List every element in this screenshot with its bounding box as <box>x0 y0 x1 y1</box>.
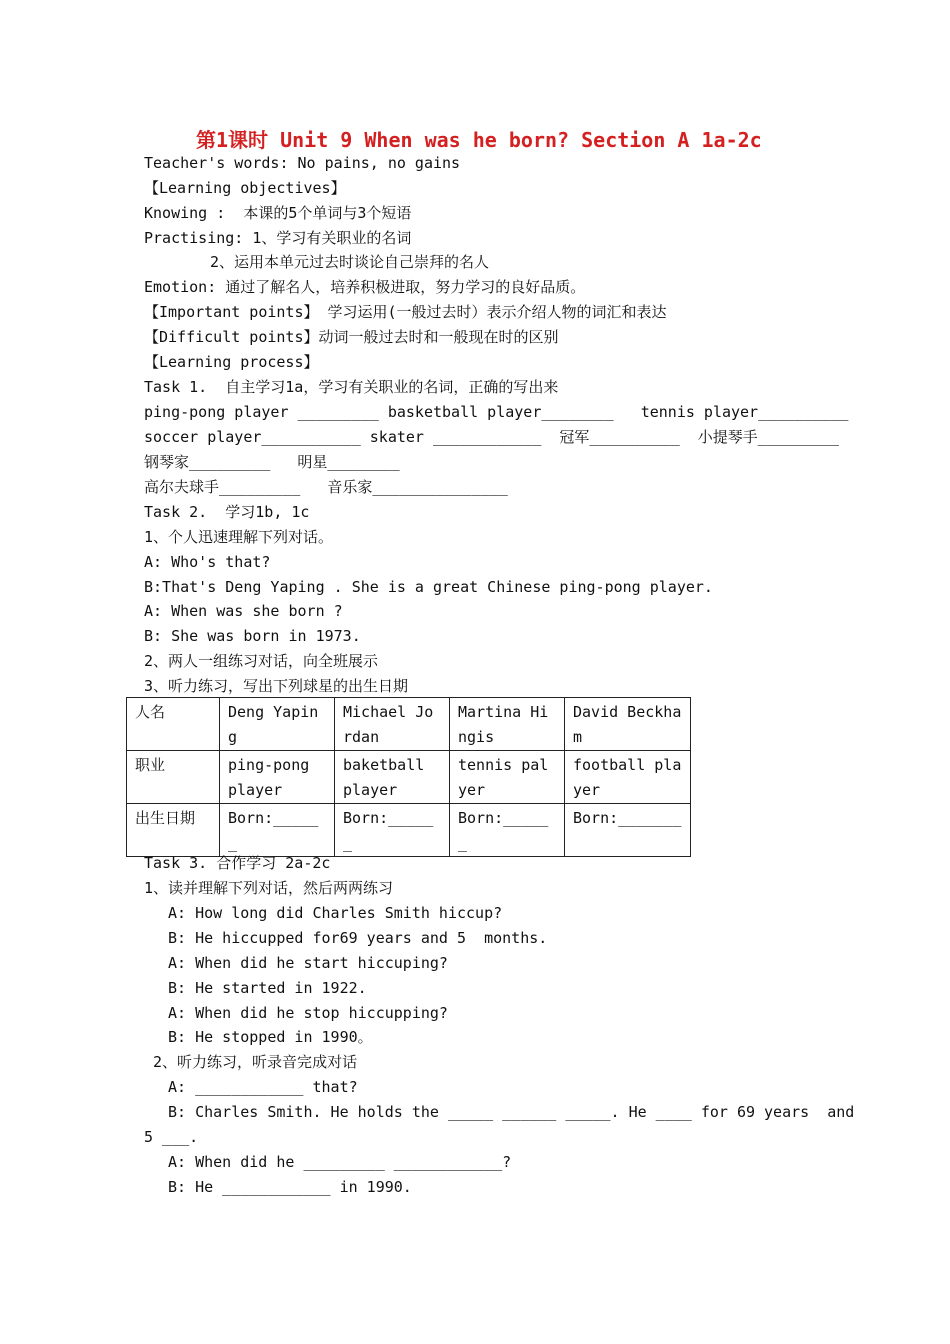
table-row <box>127 698 691 751</box>
process-heading: 【Learning process】 <box>144 353 319 371</box>
table-cell: 出生日期 <box>127 804 220 857</box>
dialogue-line: B: He started in 1922. <box>168 979 367 997</box>
dialogue-line: A: When did he start hiccuping? <box>168 954 448 972</box>
task3-heading: Task 3. 合作学习 2a-2c <box>144 854 331 872</box>
table-cell: tennis palyer <box>450 751 565 804</box>
dialogue-line: B: He stopped in 1990。 <box>168 1028 373 1046</box>
dialogue-line: B: She was born in 1973. <box>144 627 361 645</box>
dialogue-line: A: Who's that? <box>144 553 271 571</box>
fill-line: A: When did he _________ ____________? <box>168 1153 512 1171</box>
fill-line: B: He ____________ in 1990. <box>168 1178 412 1196</box>
teacher-words: Teacher's words: No pains, no gains <box>144 154 461 172</box>
table-cell: Born:______ <box>450 804 565 857</box>
table-cell: 人名 <box>127 698 220 751</box>
vocab-line-1: ping-pong player _________ basketball player________ tennis player__________ <box>144 403 849 421</box>
fill-line: A: ____________ that? <box>168 1078 358 1096</box>
dialogue-line: B:That's Deng Yaping . She is a great Chinese ping-pong player. <box>144 578 713 596</box>
vocab-line-4: 高尔夫球手_________ 音乐家_______________ <box>144 478 508 496</box>
table-row <box>127 804 691 857</box>
dialogue-line: A: How long did Charles Smith hiccup? <box>168 904 503 922</box>
practising-line-2: 2、运用本单元过去时谈论自己崇拜的名人 <box>210 253 490 271</box>
page-title: 第1课时 Unit 9 When was he born? Section A 1a-2c <box>196 128 762 152</box>
dialogue-line: B: He hiccupped for69 years and 5 months. <box>168 929 548 947</box>
birth-date-table <box>126 697 691 857</box>
table-cell: 职业 <box>127 751 220 804</box>
important-points: 【Important points】 学习运用(一般过去时）表示介绍人物的词汇和表达 <box>144 303 667 321</box>
practising-line-1: Practising: 1、学习有关职业的名词 <box>144 229 412 247</box>
fill-line: B: Charles Smith. He holds the _____ ______ _____. He ____ for 69 years and <box>168 1103 855 1121</box>
dialogue-line: A: When did he stop hiccupping? <box>168 1004 448 1022</box>
table-cell: ping-pong player <box>220 751 335 804</box>
difficult-points: 【Difficult points】动词一般过去时和一般现在时的区别 <box>144 328 559 346</box>
table-cell: Born:______ <box>335 804 450 857</box>
knowing-line: Knowing : 本课的5个单词与3个短语 <box>144 204 412 222</box>
emotion-line: Emotion: 通过了解名人，培养积极进取，努力学习的良好品质。 <box>144 278 586 296</box>
dialogue-line: A: When was she born ? <box>144 602 343 620</box>
vocab-line-2: soccer player___________ skater ____________ 冠军__________ 小提琴手_________ <box>144 428 840 446</box>
task3-step-2: 2、听力练习，听录音完成对话 <box>144 1053 358 1071</box>
table-cell: baketball player <box>335 751 450 804</box>
task2-step-3: 3、听力练习，写出下列球星的出生日期 <box>144 677 409 695</box>
table-cell: Michael Jordan <box>335 698 450 751</box>
table-row <box>127 751 691 804</box>
task1-heading: Task 1. 自主学习1a，学习有关职业的名词，正确的写出来 <box>144 378 559 396</box>
task2-heading: Task 2. 学习1b, 1c <box>144 503 310 521</box>
table-cell: Born:_______ <box>565 804 691 857</box>
task3-step-1: 1、读并理解下列对话，然后两两练习 <box>144 879 394 897</box>
task2-step-1: 1、个人迅速理解下列对话。 <box>144 528 334 546</box>
vocab-line-3: 钢琴家_________ 明星________ <box>144 453 400 471</box>
table-cell: Martina Hingis <box>450 698 565 751</box>
table-cell: Born:______ <box>220 804 335 857</box>
table-cell: football player <box>565 751 691 804</box>
table-cell: David Beckham <box>565 698 691 751</box>
objectives-heading: 【Learning objectives】 <box>144 179 346 197</box>
fill-line: 5 ___. <box>144 1128 199 1146</box>
task2-step-2: 2、两人一组练习对话，向全班展示 <box>144 652 379 670</box>
table-cell: Deng Yaping <box>220 698 335 751</box>
